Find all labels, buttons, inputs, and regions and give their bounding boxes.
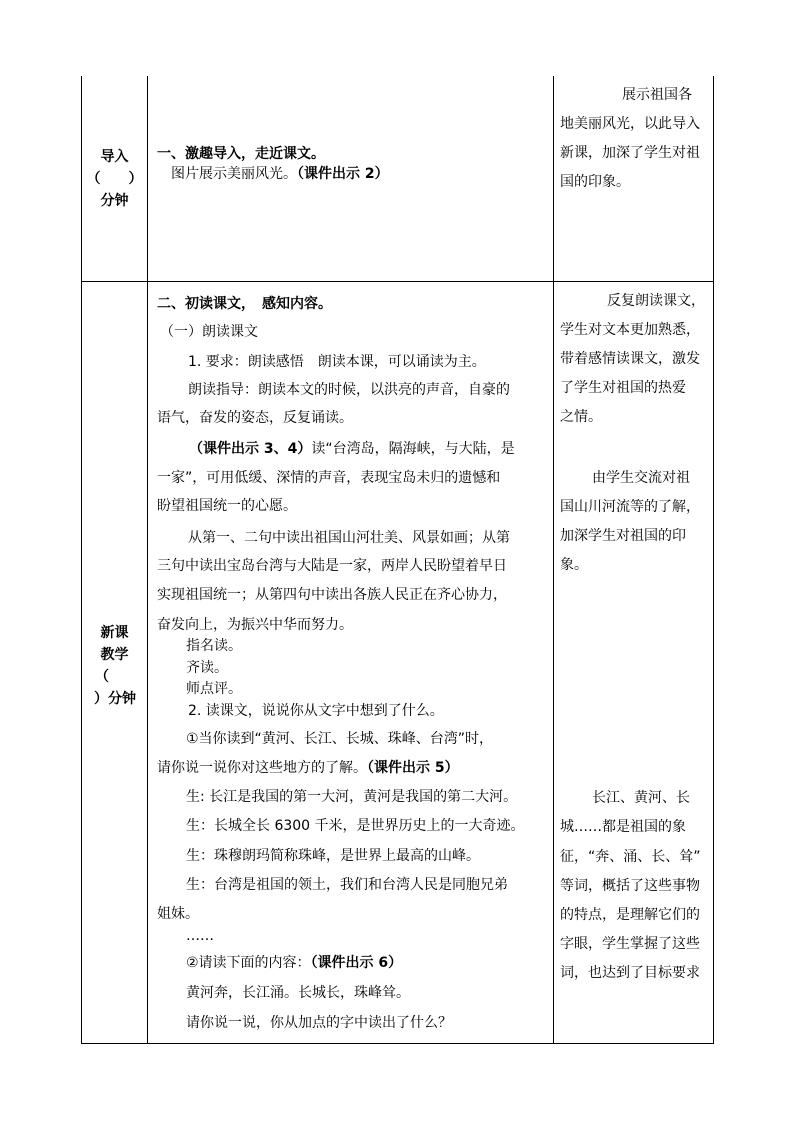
content-line: 黄河奔，长江涌。长城长，珠峰耸。 <box>186 985 410 1001</box>
table-right-border <box>713 76 714 1044</box>
note-line: 长江、黄河、长 <box>592 790 690 806</box>
note-line: 词，也达到了目标要求 <box>560 965 700 981</box>
content-line <box>186 955 402 971</box>
note-line: 等词，概括了这些事物 <box>560 878 700 894</box>
table-col2-border <box>553 76 554 1044</box>
content-text: 请你说一说你对这些地方的了解。 <box>157 760 367 776</box>
content-line: ①当你读到“黄河、长江、长城、珠峰、台湾”时， <box>186 731 494 747</box>
content-line <box>189 441 515 457</box>
content-text: ②请读下面的内容： <box>186 955 311 971</box>
note-line: 由学生交流对祖 <box>592 470 690 486</box>
table-col1-border <box>147 76 148 1044</box>
note-line: 带着感情读课文，激发 <box>560 351 700 367</box>
ppt-reference: （课件出示 2） <box>297 166 389 182</box>
note-line: 展示祖国各 <box>622 87 692 103</box>
row1-label-line: 导入 <box>100 149 129 165</box>
ppt-reference: （课件出示 6） <box>310 955 403 971</box>
note-line: 学生对文本更加熟悉， <box>560 322 700 338</box>
note-line: 反复朗读课文， <box>607 293 705 309</box>
row1-label-line: 分钟 <box>100 193 129 209</box>
content-line: 1. 要求：朗读感悟 朗读本课，可以诵读为主。 <box>188 354 486 370</box>
section-heading: 二、初读课文， 感知内容。 <box>157 296 332 312</box>
content-line: 生：台湾是祖国的领土，我们和台湾人民是同胞兄弟 <box>186 877 508 893</box>
row2-label-line: 新课 <box>100 625 129 641</box>
row1-label-line: （ ） <box>86 171 143 187</box>
content-line: 生: 长江是我国的第一大河，黄河是我国的第二大河。 <box>186 789 518 805</box>
note-line: 了学生对祖国的热爱 <box>560 380 686 396</box>
note-line: 地美丽风光，以此导入 <box>560 116 700 132</box>
subsection-heading: （一）朗读课文 <box>160 324 258 340</box>
content-line: 指名读。 <box>186 638 242 654</box>
content-line: 奋发向上，为振兴中华而努力。 <box>157 617 353 633</box>
content-line: 语气，奋发的姿态，反复诵读。 <box>157 410 353 426</box>
content-text: 读“台湾岛，隔海峡，与大陆，是 <box>311 441 515 457</box>
note-line: 字眼，学生掌握了这些 <box>560 936 700 952</box>
content-line: 生：珠穆朗玛简称珠峰，是世界上最高的山峰。 <box>186 848 480 864</box>
row2-label-line: 教学 <box>100 647 129 663</box>
note-line: 象。 <box>560 557 588 573</box>
section-heading: 一、激趣导入，走近课文。 <box>157 146 325 162</box>
content-line: …… <box>186 928 214 944</box>
ppt-reference: （课件出示 5） <box>367 760 459 776</box>
content-line: 生：长城全长 6300 千米，是世界历史上的一大奇迹。 <box>186 818 525 834</box>
content-line: 2. 读课文，说说你从文字中想到了什么。 <box>188 703 444 719</box>
content-line: 实现祖国统一；从第四句中读出各族人民正在齐心协力， <box>157 587 507 603</box>
note-line: 城……都是祖国的象 <box>560 819 686 835</box>
row1-label <box>82 146 147 212</box>
content-line: 齐读。 <box>186 660 228 676</box>
row2-label-line: （ <box>95 669 109 685</box>
content-line: 盼望祖国统一的心愿。 <box>157 498 297 514</box>
note-line: 国山川河流等的了解， <box>560 499 700 515</box>
note-line: 加深学生对祖国的印 <box>560 528 686 544</box>
content-line: 三句中读出宝岛台湾与大陆是一家，两岸人民盼望着早日 <box>157 558 507 574</box>
row2-label <box>82 622 147 710</box>
note-line: 的特点，是理解它们的 <box>560 907 700 923</box>
content-line: 请你说一说，你从加点的字中读出了什么？ <box>186 1015 452 1031</box>
note-line: 征，“奔、涌、长、耸” <box>560 849 701 865</box>
content-line: 姐妹。 <box>157 906 199 922</box>
note-line: 新课，加深了学生对祖 <box>560 145 700 161</box>
content-line: 师点评。 <box>186 681 242 697</box>
content-line: 一家”，可用低缓、深情的声音，表现宝岛未归的遗憾和 <box>157 470 501 486</box>
content-line <box>157 760 459 776</box>
note-line: 之情。 <box>560 409 602 425</box>
note-line: 国的印象。 <box>560 174 630 190</box>
table-left-border <box>81 76 82 1044</box>
content-line: 从第一、二句中读出祖国山河壮美、风景如画；从第 <box>188 530 510 546</box>
content-line <box>171 166 389 182</box>
table-bottom-border <box>81 1043 714 1044</box>
ppt-reference: （课件出示 3、4） <box>189 441 312 457</box>
content-text: 图片展示美丽风光。 <box>171 166 297 182</box>
row-divider <box>81 281 714 282</box>
row2-label-line: ）分钟 <box>94 691 136 707</box>
content-line: 朗读指导：朗读本文的时候，以洪亮的声音，自豪的 <box>188 382 510 398</box>
